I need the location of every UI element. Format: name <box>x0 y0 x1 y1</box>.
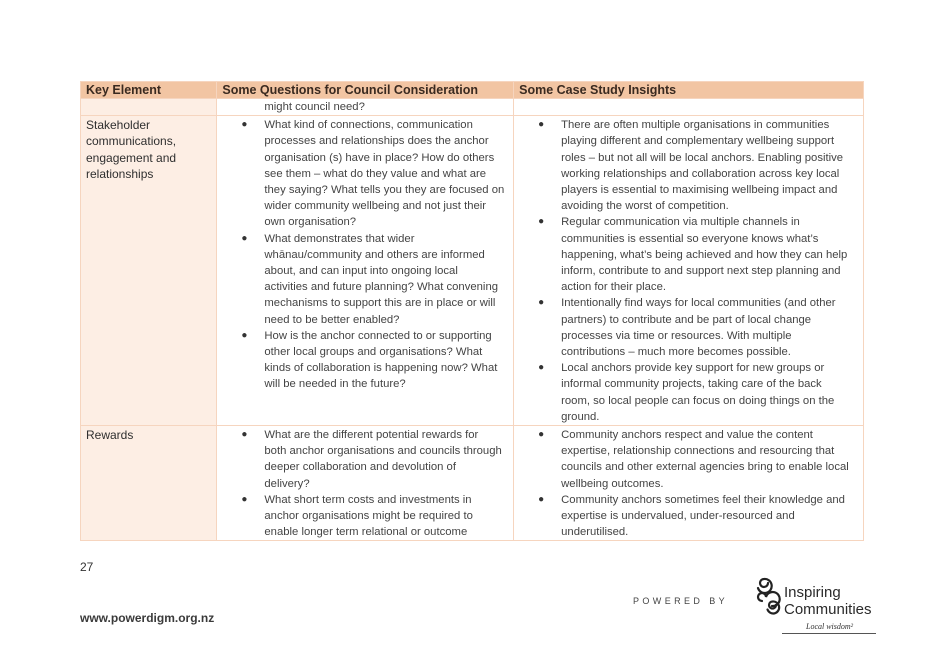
key-line: Stakeholder <box>86 118 151 133</box>
key-line: engagement and <box>86 150 177 165</box>
table-row <box>81 116 864 426</box>
spiral-icon <box>752 575 786 621</box>
carryover-text: might council need? <box>264 101 365 113</box>
bullet-icon: ● <box>241 429 248 441</box>
table-header-row <box>81 82 864 99</box>
inspiring-communities-logo <box>752 575 882 637</box>
carryover-key-cell <box>81 99 217 116</box>
bullet-icon: ● <box>538 119 545 131</box>
list-item: ● Community anchors respect and value the content expertise, relationship connections and resourcing that councils and other external agencies bring to enable local wellbeing outcomes. <box>538 429 849 490</box>
bullet-icon: ● <box>241 119 248 131</box>
list-item: ● Intentionally find ways for local communities (and other partners) to contribute and be part of local change processes via time or resources. With multiple contributions – much more becomes possible. <box>538 297 836 359</box>
key-element-cell <box>81 426 217 541</box>
bullet-icon: ● <box>538 362 545 374</box>
list-item: ● Regular communication via multiple channels in communities is essential so everyone knows what’s happening, what’s being achieved and how they can help inform, contribute to and support next step planning and action for their place. <box>538 216 848 294</box>
logo-line-1: Inspiring <box>784 584 841 601</box>
key-line: relationships <box>86 166 154 181</box>
header-key-element: Key Element <box>81 82 217 99</box>
bullet-icon: ● <box>241 232 248 244</box>
bullet-icon: ● <box>241 329 248 341</box>
key-line: Rewards <box>86 428 134 443</box>
questions-list <box>217 117 513 392</box>
questions-list <box>217 427 513 540</box>
bullet-icon: ● <box>538 297 545 309</box>
questions-cell <box>217 426 514 541</box>
logo-line-2: Communities <box>784 601 872 618</box>
table-row-carryover <box>81 99 864 116</box>
list-item: ● There are often multiple organisations in communities playing different and complementary wellbeing support roles – but not all will be local anchors. Enabling positive working relationships and collaboration across key local players is essential to maximising wellbeing impact and avoiding the worst of competition. <box>538 119 844 213</box>
list-item: ● How is the anchor connected to or supporting other local groups and organisations? What kinds of collaboration is happening now? What will be needed in the future? <box>241 329 498 391</box>
list-item: ● What demonstrates that wider whānau/community and others are informed about, and can input into ongoing local activities and future planning? What convening mechanisms to support this are in place or will need to be better enabled? <box>241 232 499 326</box>
table-row <box>81 426 864 541</box>
tagline-divider <box>782 633 876 634</box>
key-elements-table <box>80 81 864 541</box>
bullet-icon: ● <box>241 493 248 505</box>
questions-cell <box>217 116 514 426</box>
carryover-insight-cell <box>514 99 864 116</box>
list-item: ● What short term costs and investments in anchor organisations might be required to enable longer term relational or outcome <box>241 493 473 539</box>
bullet-icon: ● <box>538 216 545 228</box>
key-element-cell <box>81 116 217 426</box>
list-item: ● What are the different potential rewards for both anchor organisations and councils through deeper collaboration and devolution of delivery? <box>241 429 502 490</box>
insights-cell <box>514 116 864 426</box>
insights-cell <box>514 426 864 541</box>
powered-by-label: POWERED BY <box>633 596 729 606</box>
header-insights: Some Case Study Insights <box>514 82 864 99</box>
page-number: 27 <box>80 560 94 574</box>
footer-url-link[interactable]: www.powerdigm.org.nz <box>80 611 215 625</box>
logo-tagline: Local wisdom² <box>806 622 854 631</box>
header-questions: Some Questions for Council Consideration <box>217 82 514 99</box>
carryover-question-cell <box>217 99 514 116</box>
key-line: communications, <box>86 134 177 149</box>
bullet-icon: ● <box>538 493 545 505</box>
insights-list <box>514 117 863 425</box>
insights-list <box>514 427 863 540</box>
list-item: ● Community anchors sometimes feel their knowledge and expertise is undervalued, under-resourced and underutilised. <box>538 493 845 539</box>
list-item: ● Local anchors provide key support for new groups or informal community projects, taking care of the back room, so local people can focus on doing things on the ground. <box>538 362 835 423</box>
list-item: ● What kind of connections, communication processes and relationships does the anchor organisation (s) have in place? How do others see them – what do they value and what are they saying? What tells you they are focused on wider community wellbeing and not just their own organisation? <box>241 119 505 229</box>
bullet-icon: ● <box>538 429 545 441</box>
